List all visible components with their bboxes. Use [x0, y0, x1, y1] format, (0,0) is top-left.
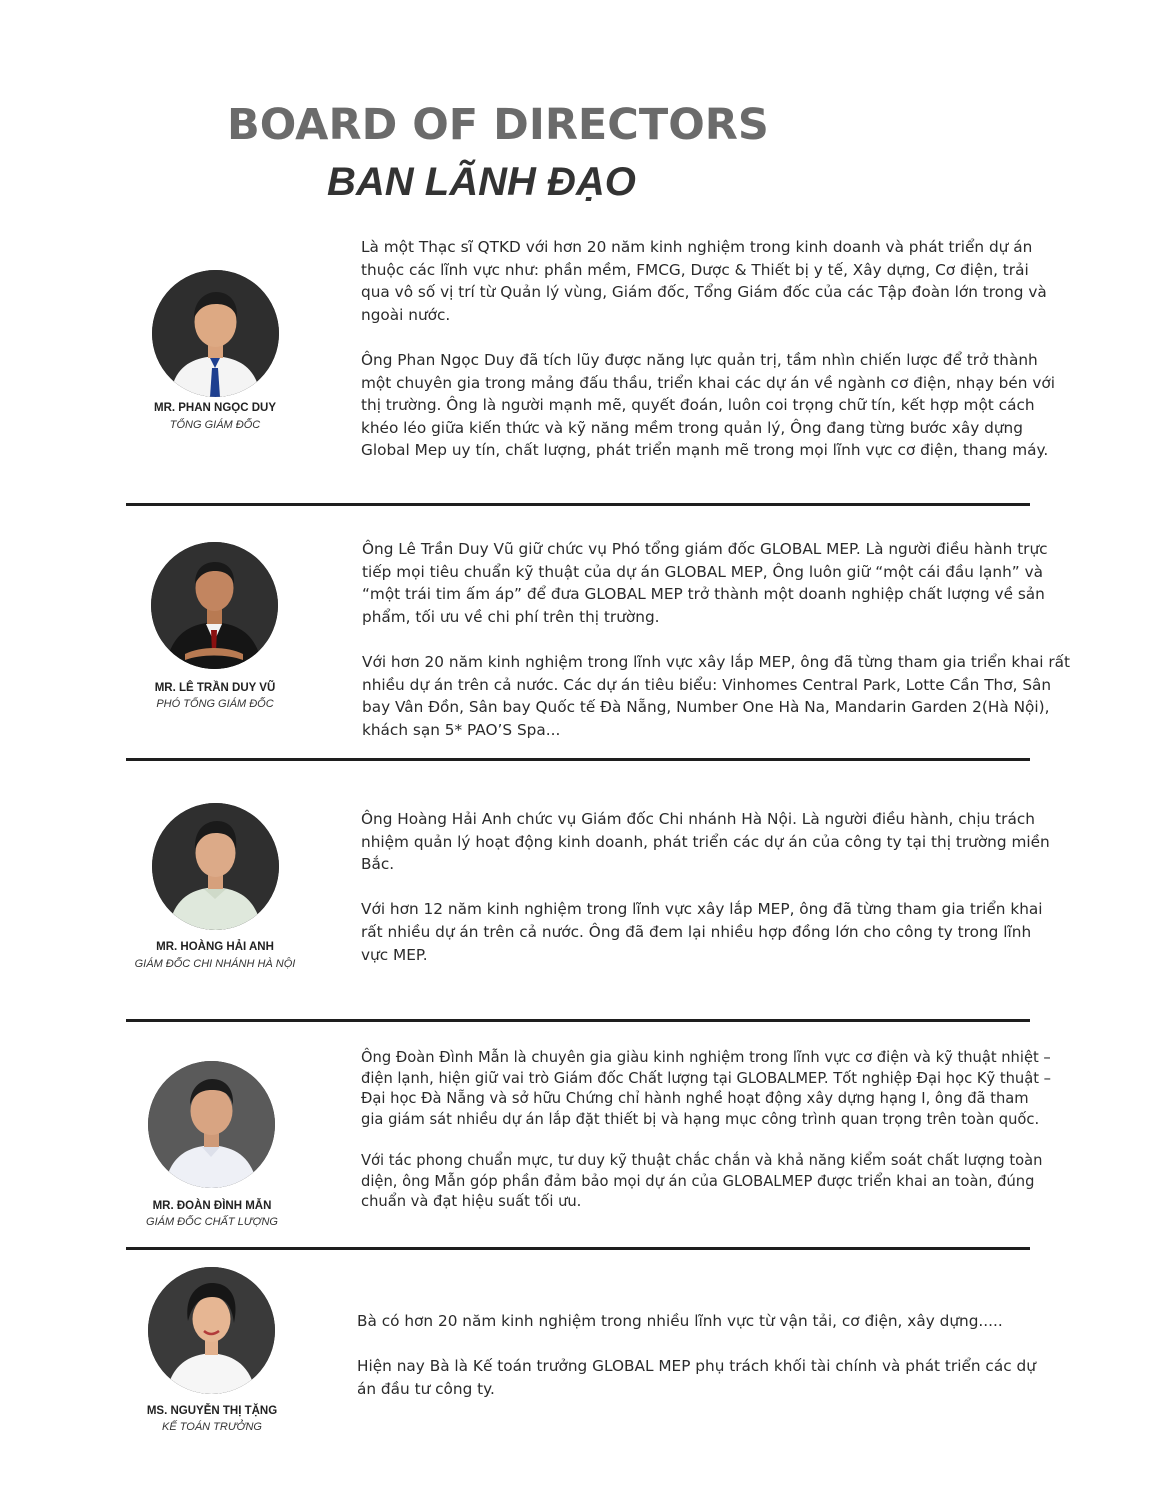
bio-paragraph: Ông Hoàng Hải Anh chức vụ Giám đốc Chi nhánh Hà Nội. Là người điều hành, chịu trách nhiệm quản lý hoạt động kinh doanh, phát triển các dự án của công ty tại thị trường miền Bắc.	[361, 810, 1050, 874]
bio-paragraph: Là một Thạc sĩ QTKD với hơn 20 năm kinh nghiệm trong kinh doanh và phát triển dự án thuộc các lĩnh vực như: phần mềm, FMCG, Dược & Thiết bị y tế, Xây dựng, Cơ điện, trải qua vô số vị trí từ Quản lý vùng, Giám đốc, Tổng Giám đốc của các Tập đoàn lớn trong và ngoài nước.	[361, 238, 1047, 324]
portrait-icon	[152, 270, 279, 397]
member-name: MR. PHAN NGỌC DUY	[153, 402, 277, 414]
avatar	[152, 270, 279, 397]
member-bio	[361, 236, 1061, 462]
member-name: MR. LÊ TRẦN DUY VŨ	[154, 682, 276, 694]
avatar	[152, 803, 279, 930]
portrait-icon	[151, 542, 278, 669]
member-bio	[357, 1310, 1057, 1400]
member-role: KẾ TOÁN TRƯỞNG	[162, 1421, 262, 1433]
member-role: GIÁM ĐỐC CHI NHÁNH HÀ NỘI	[134, 958, 296, 970]
member-bio	[361, 1048, 1051, 1213]
portrait-icon	[148, 1061, 275, 1188]
bio-paragraph: Với hơn 12 năm kinh nghiệm trong lĩnh vực xây lắp MEP, ông đã từng tham gia triển khai rất nhiều dự án trên cả nước. Ông đã đem lại nhiều hợp đồng lớn cho công ty trong lĩnh vực MEP.	[361, 900, 1043, 964]
portrait-icon	[152, 803, 279, 930]
section-divider	[126, 758, 1030, 761]
bio-paragraph: Ông Đoàn Đình Mẫn là chuyên gia giàu kinh nghiệm trong lĩnh vực cơ điện và kỹ thuật nhiệt – điện lạnh, hiện giữ vai trò Giám đốc Chất lượng tại GLOBALMEP. Tốt nghiệp Đại học Kỹ thuật – Đại học Đà Nẵng và sở hữu Chứng chỉ hành nghề hoạt động xây dựng hạng I, ông đã tham gia giám sát nhiều dự án lắp đặt thiết bị và hạng mục công trình quan trọng trên toàn quốc.	[361, 1049, 1051, 1128]
bio-paragraph: Ông Lê Trần Duy Vũ giữ chức vụ Phó tổng giám đốc GLOBAL MEP. Là người điều hành trực tiếp mọi tiêu chuẩn kỹ thuật của dự án GLOBAL MEP, Ông luôn giữ “một cái đầu lạnh” và “một trái tim ấm áp” để đưa GLOBAL MEP trở thành một doanh nghiệp chất lượng về sản phẩm, tối ưu về chi phí trên thị trường.	[362, 540, 1048, 626]
section-divider	[126, 1247, 1030, 1250]
member-name: MR. ĐOÀN ĐÌNH MẪN	[152, 1200, 272, 1212]
bio-paragraph: Ông Phan Ngọc Duy đã tích lũy được năng lực quản trị, tầm nhìn chiến lược để trở thành một chuyên gia trong mảng đấu thầu, triển khai các dự án về ngành cơ điện, nhạy bén với thị trường. Ông là người mạnh mẽ, quyết đoán, luôn coi trọng chữ tín, kết hợp một cách khéo léo giữa kiến thức và kỹ năng mềm trong quản lý, Ông đang từng bước xây dựng Global Mep uy tín, chất lượng, phát triển mạnh mẽ trong mọi lĩnh vực cơ điện, thang máy.	[361, 350, 1055, 460]
avatar	[151, 542, 278, 669]
page-title: BOARD OF DIRECTORS	[227, 100, 769, 150]
section-divider	[126, 1019, 1030, 1022]
member-role: TỔNG GIÁM ĐỐC	[169, 419, 261, 431]
bio-paragraph: Bà có hơn 20 năm kinh nghiệm trong nhiều lĩnh vực từ vận tải, cơ điện, xây dựng.....	[357, 1312, 1003, 1330]
member-role: PHÓ TỔNG GIÁM ĐỐC	[156, 698, 274, 710]
avatar	[148, 1267, 275, 1394]
bio-paragraph: Với tác phong chuẩn mực, tư duy kỹ thuật chắc chắn và khả năng kiểm soát chất lượng toàn diện, ông Mẫn góp phần đảm bảo mọi dự án của GLOBALMEP được triển khai an toàn, đúng chuẩn và đạt hiệu suất tối ưu.	[361, 1151, 1043, 1211]
member-name: MR. HOÀNG HẢI ANH	[156, 941, 274, 953]
member-bio	[362, 538, 1072, 741]
member-role: GIÁM ĐỐC CHẤT LƯỢNG	[146, 1216, 278, 1228]
section-divider	[126, 503, 1030, 506]
page-subtitle: BAN LÃNH ĐẠO	[327, 160, 636, 204]
member-bio	[361, 808, 1061, 966]
avatar	[148, 1061, 275, 1188]
member-name: MS. NGUYỄN THỊ TẶNG	[146, 1405, 278, 1417]
portrait-icon	[148, 1267, 275, 1394]
bio-paragraph: Hiện nay Bà là Kế toán trưởng GLOBAL MEP phụ trách khối tài chính và phát triển các dự án đầu tư công ty.	[357, 1357, 1036, 1398]
bio-paragraph: Với hơn 20 năm kinh nghiệm trong lĩnh vực xây lắp MEP, ông đã từng tham gia triển khai rất nhiều dự án trên cả nước. Các dự án tiêu biểu: Vinhomes Central Park, Lotte Cần Thơ, Sân bay Vân Đồn, Sân bay Quốc tế Đà Nẵng, Number One Hà Na, Mandarin Garden 2(Hà Nội), khách sạn 5* PAO’S Spa...	[362, 652, 1071, 739]
